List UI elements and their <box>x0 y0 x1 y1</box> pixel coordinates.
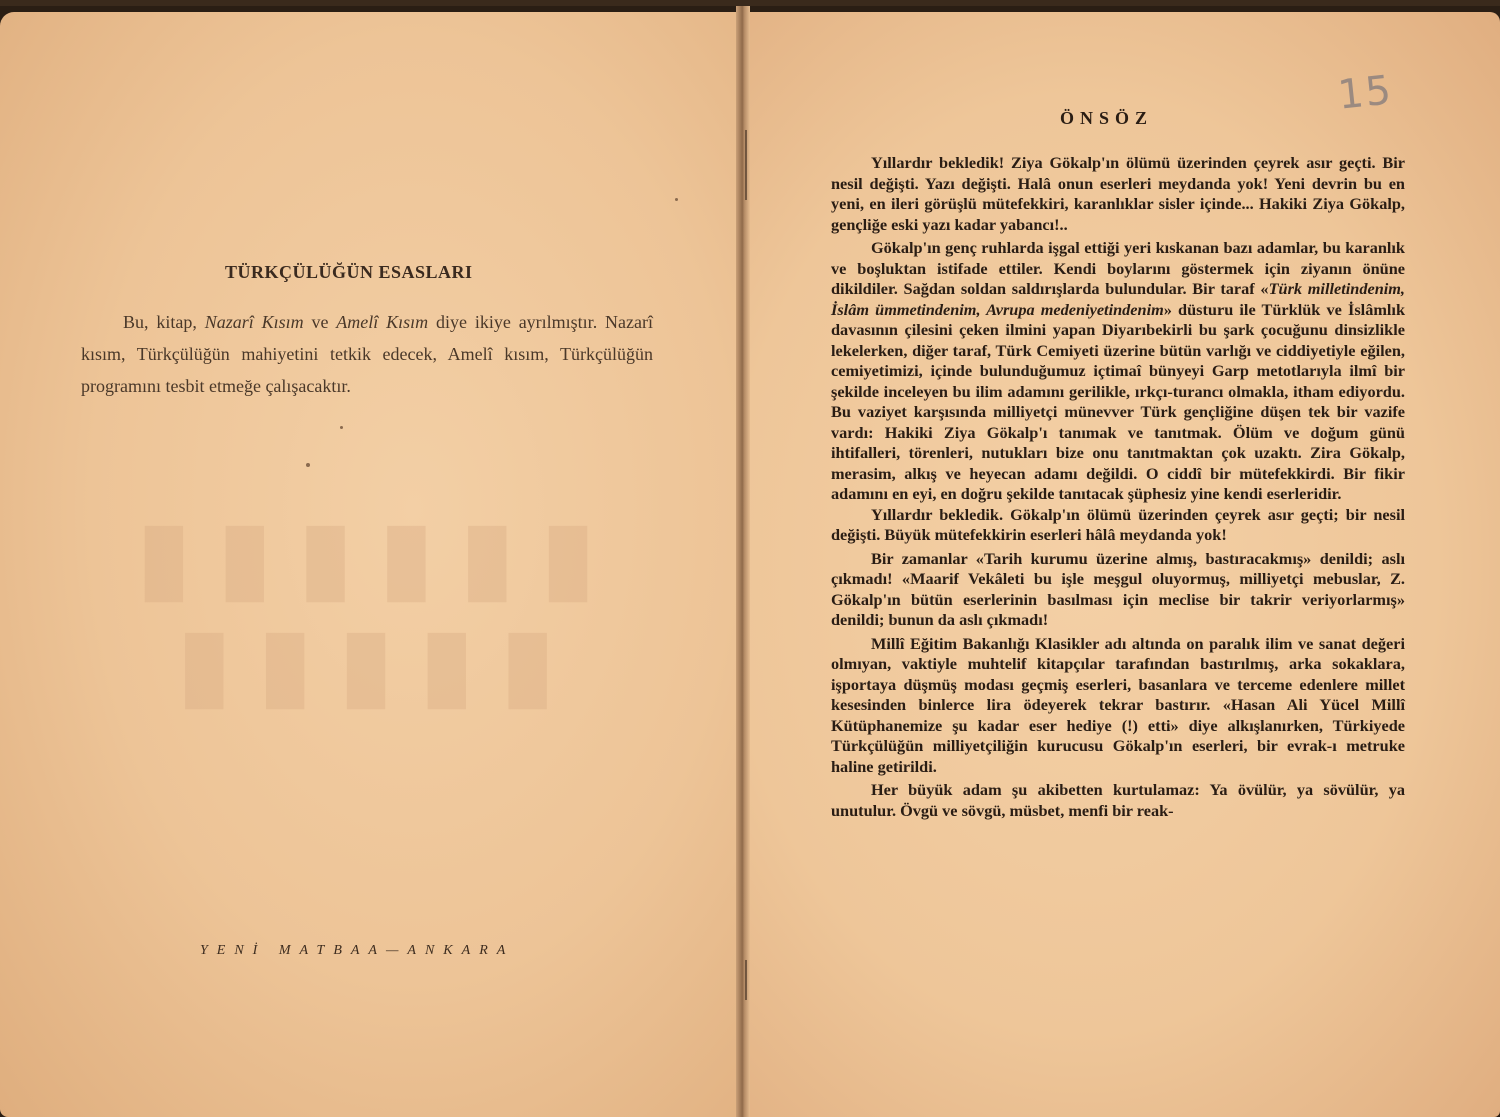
text-run: ve <box>303 312 337 332</box>
binding-mark <box>745 130 747 200</box>
preface-paragraph <box>831 238 1405 505</box>
italic-motto: Türk milletindenim, İslâm ümmetindenim, Avrupa medeniyetindenim <box>831 279 1406 319</box>
paper-speck <box>340 426 343 429</box>
preface-body <box>831 153 1405 821</box>
left-page-paragraph <box>81 306 653 402</box>
preface-paragraph: Her büyük adam şu akibetten kurtulamaz: Ya övülür, ya sövülür, ya unutulur. Övgü ve sövgü, müsbet, menfi bir reak- <box>831 780 1405 820</box>
printer-imprint: YENİ MATBAA—ANKARA <box>200 943 515 958</box>
left-page-title: TÜRKÇÜLÜĞÜN ESASLARI <box>225 262 473 282</box>
italic-term: Amelî Kısım <box>336 312 429 332</box>
text-run: Bu, kitap, <box>123 312 205 332</box>
preface-paragraph: Bir zamanlar «Tarih kurumu üzerine almış, bastıracakmış» denildi; aslı çıkmadı! «Maarif Vekâleti bu işle meşgul oluyormuş, milliyetçi mebuslar, Z. Gökalp'ın bütün eserlerinin basılması için meclise bir takrir veriyorlarmış» denildi; bunun da aslı çıkmadı! <box>831 548 1405 629</box>
preface-title: ÖNSÖZ <box>1060 108 1154 128</box>
book-spine-gutter <box>736 6 750 1117</box>
handwritten-page-number: 15 <box>1335 67 1396 119</box>
paper-speck <box>306 463 310 467</box>
text-run: Gökalp'ın genç ruhlarda işgal ettiği yeri kıskanan bazı adamlar, bu karanlık ve boşluktan istifade ettiler. Kendi boylarını göstermek için ziyanın önüne dikildiler. Sağdan soldan saldırışlarda bulundular. Bir taraf « <box>831 238 1405 298</box>
text-run: diye ikiye ayrılmıştır. Nazarî kısım, Türkçülüğün mahiyetini tetkik edecek, Amelî kısım, Türkçülüğün programını tesbit etmeğe çalışacaktır. <box>81 312 654 396</box>
preface-paragraph: Millî Eğitim Bakanlığı Klasikler adı altında on paralık ilim ve sanat değeri olmıyan, vaktiyle muhtelif kitapçılar tarafından bastırılmış, arka sokaklara, işportaya düşmüş modası geçmiş eserleri, basanlara ve terceme edenlere millet kesesinden binlerce lira ödeyerek tekrar bastırır. «Hasan Ali Yücel Millî Kütüphanemize şu kadar eser hediye (!) etti» diye alkışlanırken, Türkiyede Türkçülüğün milliyetçiliğin kurucusu Gökalp'ın eserleri, bir evrak-ı metruke haline getirildi. <box>831 633 1405 776</box>
bleed-through-shadow: ▮▮▮▮▮ <box>177 610 583 717</box>
binding-mark <box>745 960 747 1000</box>
italic-term: Nazarî Kısım <box>204 312 304 332</box>
preface-paragraph: Yıllardır bekledik! Ziya Gökalp'ın ölümü üzerinden çeyrek asır geçti. Bir nesil değişti. Yazı değişti. Halâ onun eserleri meydanda yok! Yeni devrin bu en yeni, en ileri görüşlü mütefekkiri, karanlıklar sisler içinde... Hakiki Ziya Gökalp, gençliğe eski yazı kadar yabancı!.. <box>831 153 1405 234</box>
preface-paragraph: Yıllardır bekledik. Gökalp'ın ölümü üzerinden çeyrek asır geçti; bir nesil değişti. Büyük mütefekkirin eserleri hâlâ meydanda yok! <box>831 504 1405 544</box>
bleed-through-shadow: ▮▮▮▮▮▮ <box>137 503 623 610</box>
text-run: » düsturu ile Türklük ve İslâmlık davasının çilesini çeken ilmini yapan Diyarıbekirli bu şark çocuğunu dinsizlikle lekelerken, diğer taraf, Türk Cemiyeti üzerine bütün varlığı ve ciddiyetiyle eğilen, cemiyetimizi, içinde bulunduğumuz içtimaî bünyeyi Garp metotlarıyla ilmî bir şekilde inceleyen bu ilim adamını gerilikle, ırkçı-turancı olmakla, itham ediyordu. Bu vaziyet karşısında milliyetçi münevver Türk gençliğine düşen tek bir vazife vardı: Hakiki Ziya Gökalp'ı tanımak ve tanıtmak. Ölüm ve doğum günü ihtifalleri, törenleri, nutukları bize onu tanıtmaktan çok uzaktı. Zira Gökalp, merasim, alkış ve heyecan adamı değildi. O ciddî bir mütefekkirdi. Bir fikir adamını en eyi, en doğru şekilde tanıtacak şüphesiz yine kendi eserleridir. <box>831 299 1405 503</box>
paper-speck <box>675 198 678 201</box>
